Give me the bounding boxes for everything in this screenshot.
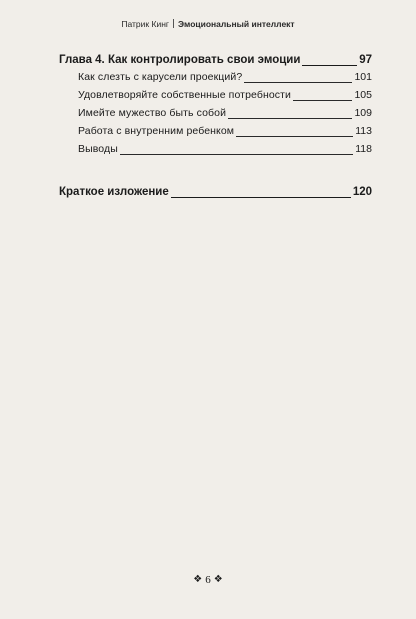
toc-section-page: 109 bbox=[354, 107, 372, 119]
toc-leader-line bbox=[236, 135, 353, 137]
toc-leader-line bbox=[120, 153, 353, 155]
toc-chapter-entry[interactable] bbox=[59, 52, 372, 68]
toc-leader-line bbox=[244, 81, 352, 83]
running-header bbox=[0, 19, 416, 29]
page-number: 6 bbox=[205, 574, 211, 586]
toc-summary-title: Краткое изложение bbox=[59, 186, 169, 198]
toc-section-title: Имейте мужество быть собой bbox=[78, 107, 227, 119]
toc-section-title: Работа с внутренним ребенком bbox=[78, 125, 235, 137]
header-separator bbox=[173, 19, 174, 28]
toc-chapter-page: 97 bbox=[359, 54, 372, 66]
toc-section-entry[interactable] bbox=[78, 104, 372, 122]
header-book-title: Эмоциональный интеллект bbox=[177, 19, 295, 29]
toc-section-entry[interactable] bbox=[78, 68, 372, 86]
page-footer bbox=[0, 574, 416, 586]
toc-section-entry[interactable] bbox=[78, 86, 372, 104]
toc-section-page: 113 bbox=[355, 125, 372, 137]
toc-section-entry[interactable] bbox=[78, 122, 372, 140]
toc-section-page: 105 bbox=[354, 89, 372, 101]
toc-leader-line bbox=[293, 99, 352, 101]
toc-section-entry[interactable] bbox=[78, 140, 372, 158]
toc-chapter-title: Глава 4. Как контролировать свои эмоции bbox=[59, 54, 301, 66]
toc-section-page: 101 bbox=[354, 71, 372, 83]
toc-summary-page: 120 bbox=[352, 186, 372, 198]
toc-section-page: 118 bbox=[355, 143, 372, 155]
toc-leader-line bbox=[302, 64, 357, 66]
diamond-ornament-icon: ❖ bbox=[213, 574, 223, 585]
table-of-contents bbox=[59, 52, 372, 200]
toc-summary-entry[interactable] bbox=[59, 184, 372, 200]
toc-section-title: Как слезть с карусели проекций? bbox=[78, 71, 243, 83]
toc-leader-line bbox=[171, 196, 351, 198]
toc-section-title: Удовлетворяйте собственные потребности bbox=[78, 89, 292, 101]
toc-section-title: Выводы bbox=[78, 143, 118, 155]
toc-leader-line bbox=[228, 117, 352, 119]
header-author: Патрик Кинг bbox=[121, 19, 169, 29]
diamond-ornament-icon: ❖ bbox=[193, 574, 203, 585]
